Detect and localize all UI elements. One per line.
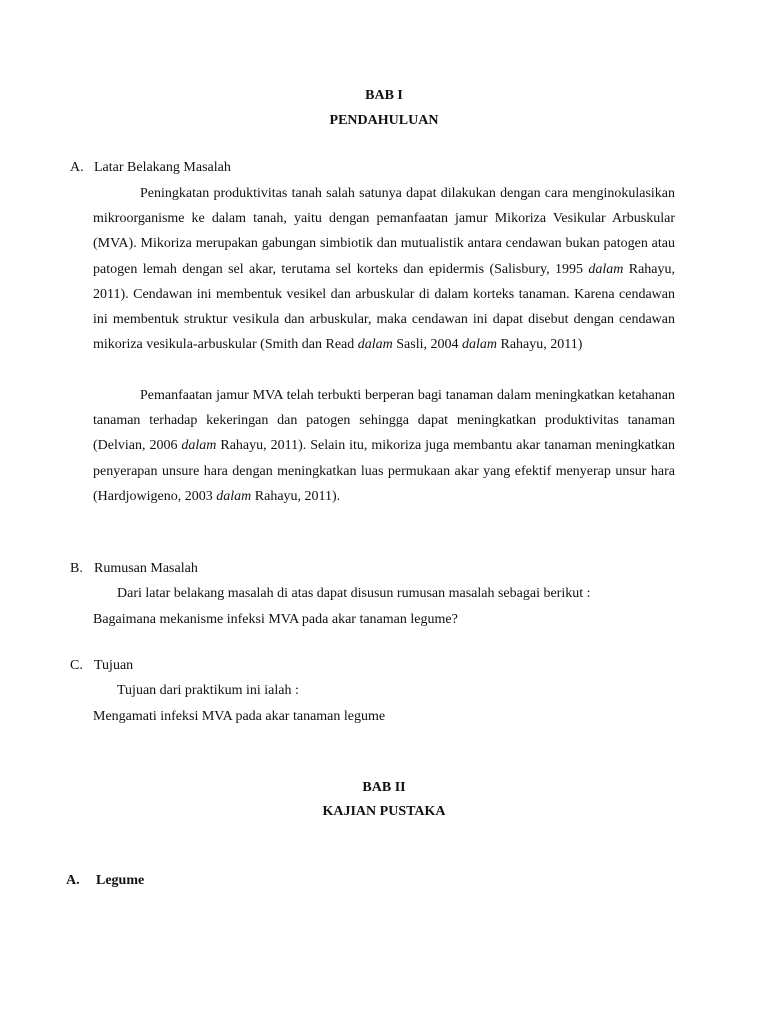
chapter-1-number: BAB I [365,88,403,103]
problem-intro: Dari latar belakang masalah di atas dapat disusun rumusan masalah sebagai berikut : [117,586,591,601]
section-c-title: Tujuan [94,658,134,673]
section-a-title: Latar Belakang Masalah [94,160,231,175]
bab2-section-a-label: A. [66,873,80,888]
problem-question: Bagaimana mekanisme infeksi MVA pada akar tanaman legume? [93,612,458,627]
section-b-title: Rumusan Masalah [94,561,198,576]
p1-text-4: Rahayu, 2011) [497,337,583,353]
p2-text-3: Rahayu, 2011). [251,488,341,504]
section-b-heading [70,561,198,577]
section-c-heading [70,658,133,674]
chapter-2-number: BAB II [362,780,406,795]
p2-italic-2: dalam [216,488,252,504]
chapter-2-title: KAJIAN PUSTAKA [322,804,446,819]
section-b-label: B. [70,561,83,576]
background-paragraph-2 [93,383,675,509]
bab2-section-a-heading [66,873,144,889]
p1-text-2: Rahayu, 2011). Cendawan ini membentuk vesikel dan arbuskular di dalam korteks tanaman. Karena cendawan ini membentuk struktur vesikula dan arbuskular, maka cendawan ini dapat disebut dengan cendawan mikoriza vesikula-arbuskular (Smith dan Read [93,261,676,353]
p1-italic-1: dalam [588,261,624,277]
p1-italic-2: dalam [357,337,393,353]
p1-italic-3: dalam [462,337,497,353]
goal-intro: Tujuan dari praktikum ini ialah : [117,683,299,698]
background-paragraph-1 [93,181,675,357]
p2-text-1: Pemanfaatan jamur MVA telah terbukti berperan bagi tanaman dalam meningkatkan ketahanan tanaman terhadap kekeringan dan patogen sehingga dapat meningkatkan produktivitas tanaman (Delvian, 2006 [93,388,675,454]
p2-text-2: Rahayu, 2011). Selain itu, mikoriza juga membantu akar tanaman meningkatkan penyerapan unsure hara dengan meningkatkan luas permukaan akar yang efektif menyerap unsur hara (Hardjowigeno, 2003 [93,438,675,504]
p2-italic-1: dalam [181,438,217,454]
goal-text: Mengamati infeksi MVA pada akar tanaman legume [93,709,386,724]
bab2-section-a-title: Legume [96,873,145,888]
p1-text-1: Peningkatan produktivitas tanah salah satunya dapat dilakukan dengan cara menginokulasikan mikroorganisme ke dalam tanah, yaitu dengan pemanfaatan jamur Mikoriza Vesikular Arbuskular (MVA). Mikoriza merupakan gabungan simbiotik dan mutualistik antara cendawan bukan patogen atau patogen lemah dengan sel akar, terutama sel korteks dan epidermis (Salisbury, 1995 [93,186,675,277]
section-a-label: A. [70,160,84,175]
section-c-label: C. [70,658,83,673]
chapter-1-title: PENDAHULUAN [329,113,439,128]
section-a-heading [70,160,231,176]
p1-text-3: Sasli, 2004 [392,337,462,353]
